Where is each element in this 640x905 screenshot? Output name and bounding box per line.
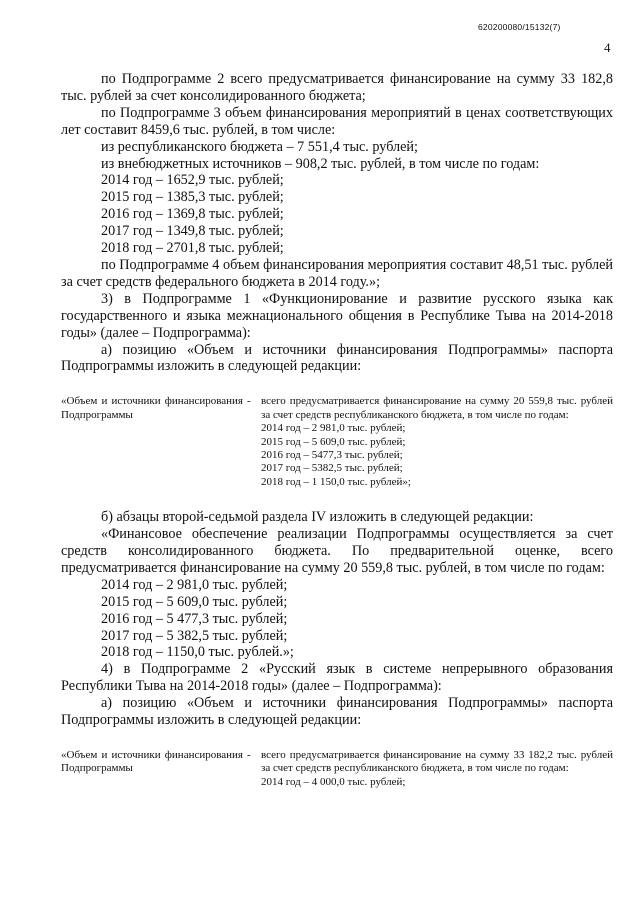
paragraph-item-4: 4) в Подпрограмме 2 «Русский язык в системе непрерывного образования Республики Тыва на 2014-2018 годы» (далее – Подпрограмма): bbox=[61, 661, 613, 695]
paragraph-item-4a: а) позицию «Объем и источники финансирования Подпрограммы» паспорта Подпрограммы изложить в следующей редакции: bbox=[61, 695, 613, 729]
paragraph-financing: «Финансовое обеспечение реализации Подпрограммы осуществляется за счет средств консолидированного бюджета. По предварительной оценке, всего предусматривается финансирование на сумму 20 559,8 тыс. рублей, в том числе по годам: bbox=[61, 526, 613, 576]
paragraph-item-3a: а) позицию «Объем и источники финансирования Подпрограммы» паспорта Подпрограммы изложить в следующей редакции: bbox=[61, 341, 613, 375]
list-item: 2015 год – 5 609,0 тыс. рублей; bbox=[101, 593, 288, 610]
table-right-text: всего предусматривается финансирование на сумму 20 559,8 тыс. рублей за счет средств республиканского бюджета, в том числе по годам: bbox=[261, 395, 613, 421]
table-year-row: 2017 год – 5382,5 тыс. рублей; bbox=[261, 462, 403, 475]
paragraph-subprogram3: по Подпрограмме 3 объем финансирования мероприятий в ценах соответствующих лет составит 8459,6 тыс. рублей, в том числе: bbox=[61, 104, 613, 138]
page-number: 4 bbox=[604, 40, 611, 55]
financing-table-1 bbox=[61, 395, 613, 489]
paragraph-subprogram4: по Подпрограмме 4 объем финансирования мероприятия составит 48,51 тыс. рублей за счет средств федерального бюджета в 2014 году.»; bbox=[61, 256, 613, 290]
document-body bbox=[61, 71, 613, 789]
table-year-row: 2016 год – 5477,3 тыс. рублей; bbox=[261, 448, 403, 461]
table-year-row: 2014 год – 4 000,0 тыс. рублей; bbox=[261, 775, 406, 788]
paragraph-item-b: б) абзацы второй-седьмой раздела IV изложить в следующей редакции: bbox=[101, 509, 534, 526]
paragraph-item-3: 3) в Подпрограмме 1 «Функционирование и развитие русского языка как государственного и языка межнационального общения в Республике Тыва на 2014-2018 годы» (далее – Подпрограмма): bbox=[61, 290, 613, 341]
table-right-text: всего предусматривается финансирование на сумму 33 182,2 тыс. рублей за счет средств республиканского бюджета, в том числе по годам: bbox=[261, 748, 613, 775]
table-year-row: 2018 год – 1 150,0 тыс. рублей»; bbox=[261, 475, 411, 488]
list-item: 2014 год – 1652,9 тыс. рублей; bbox=[101, 172, 284, 189]
list-item: из республиканского бюджета – 7 551,4 тыс. рублей; bbox=[101, 138, 418, 155]
table-dash: - bbox=[247, 748, 251, 761]
table-left-cell: «Объем и источники финансирования Подпрограммы bbox=[61, 395, 243, 421]
list-item: 2015 год – 1385,3 тыс. рублей; bbox=[101, 189, 284, 206]
table-year-row: 2014 год – 2 981,0 тыс. рублей; bbox=[261, 422, 406, 435]
list-item: из внебюджетных источников – 908,2 тыс. рублей, в том числе по годам: bbox=[101, 155, 540, 172]
table-right-cell bbox=[261, 395, 613, 489]
list-item: 2018 год – 2701,8 тыс. рублей; bbox=[101, 240, 284, 257]
financing-table-2 bbox=[61, 749, 613, 789]
list-item: 2017 год – 5 382,5 тыс. рублей; bbox=[101, 627, 288, 644]
table-left-cell: «Объем и источники финансирования Подпрограммы bbox=[61, 748, 243, 775]
paragraph-subprogram2: по Подпрограмме 2 всего предусматривается финансирование на сумму 33 182,8 тыс. рублей за счет консолидированного бюджета; bbox=[61, 71, 613, 104]
table-year-row: 2015 год – 5 609,0 тыс. рублей; bbox=[261, 435, 406, 448]
list-item: 2018 год – 1150,0 тыс. рублей.»; bbox=[101, 644, 294, 661]
table-dash: - bbox=[247, 395, 251, 408]
list-item: 2016 год – 5 477,3 тыс. рублей; bbox=[101, 610, 288, 627]
table-right-cell bbox=[261, 749, 613, 789]
document-code: 620200080/15132(7) bbox=[478, 22, 561, 32]
list-item: 2017 год – 1349,8 тыс. рублей; bbox=[101, 223, 284, 240]
list-item: 2014 год – 2 981,0 тыс. рублей; bbox=[101, 576, 288, 593]
list-item: 2016 год – 1369,8 тыс. рублей; bbox=[101, 206, 284, 223]
